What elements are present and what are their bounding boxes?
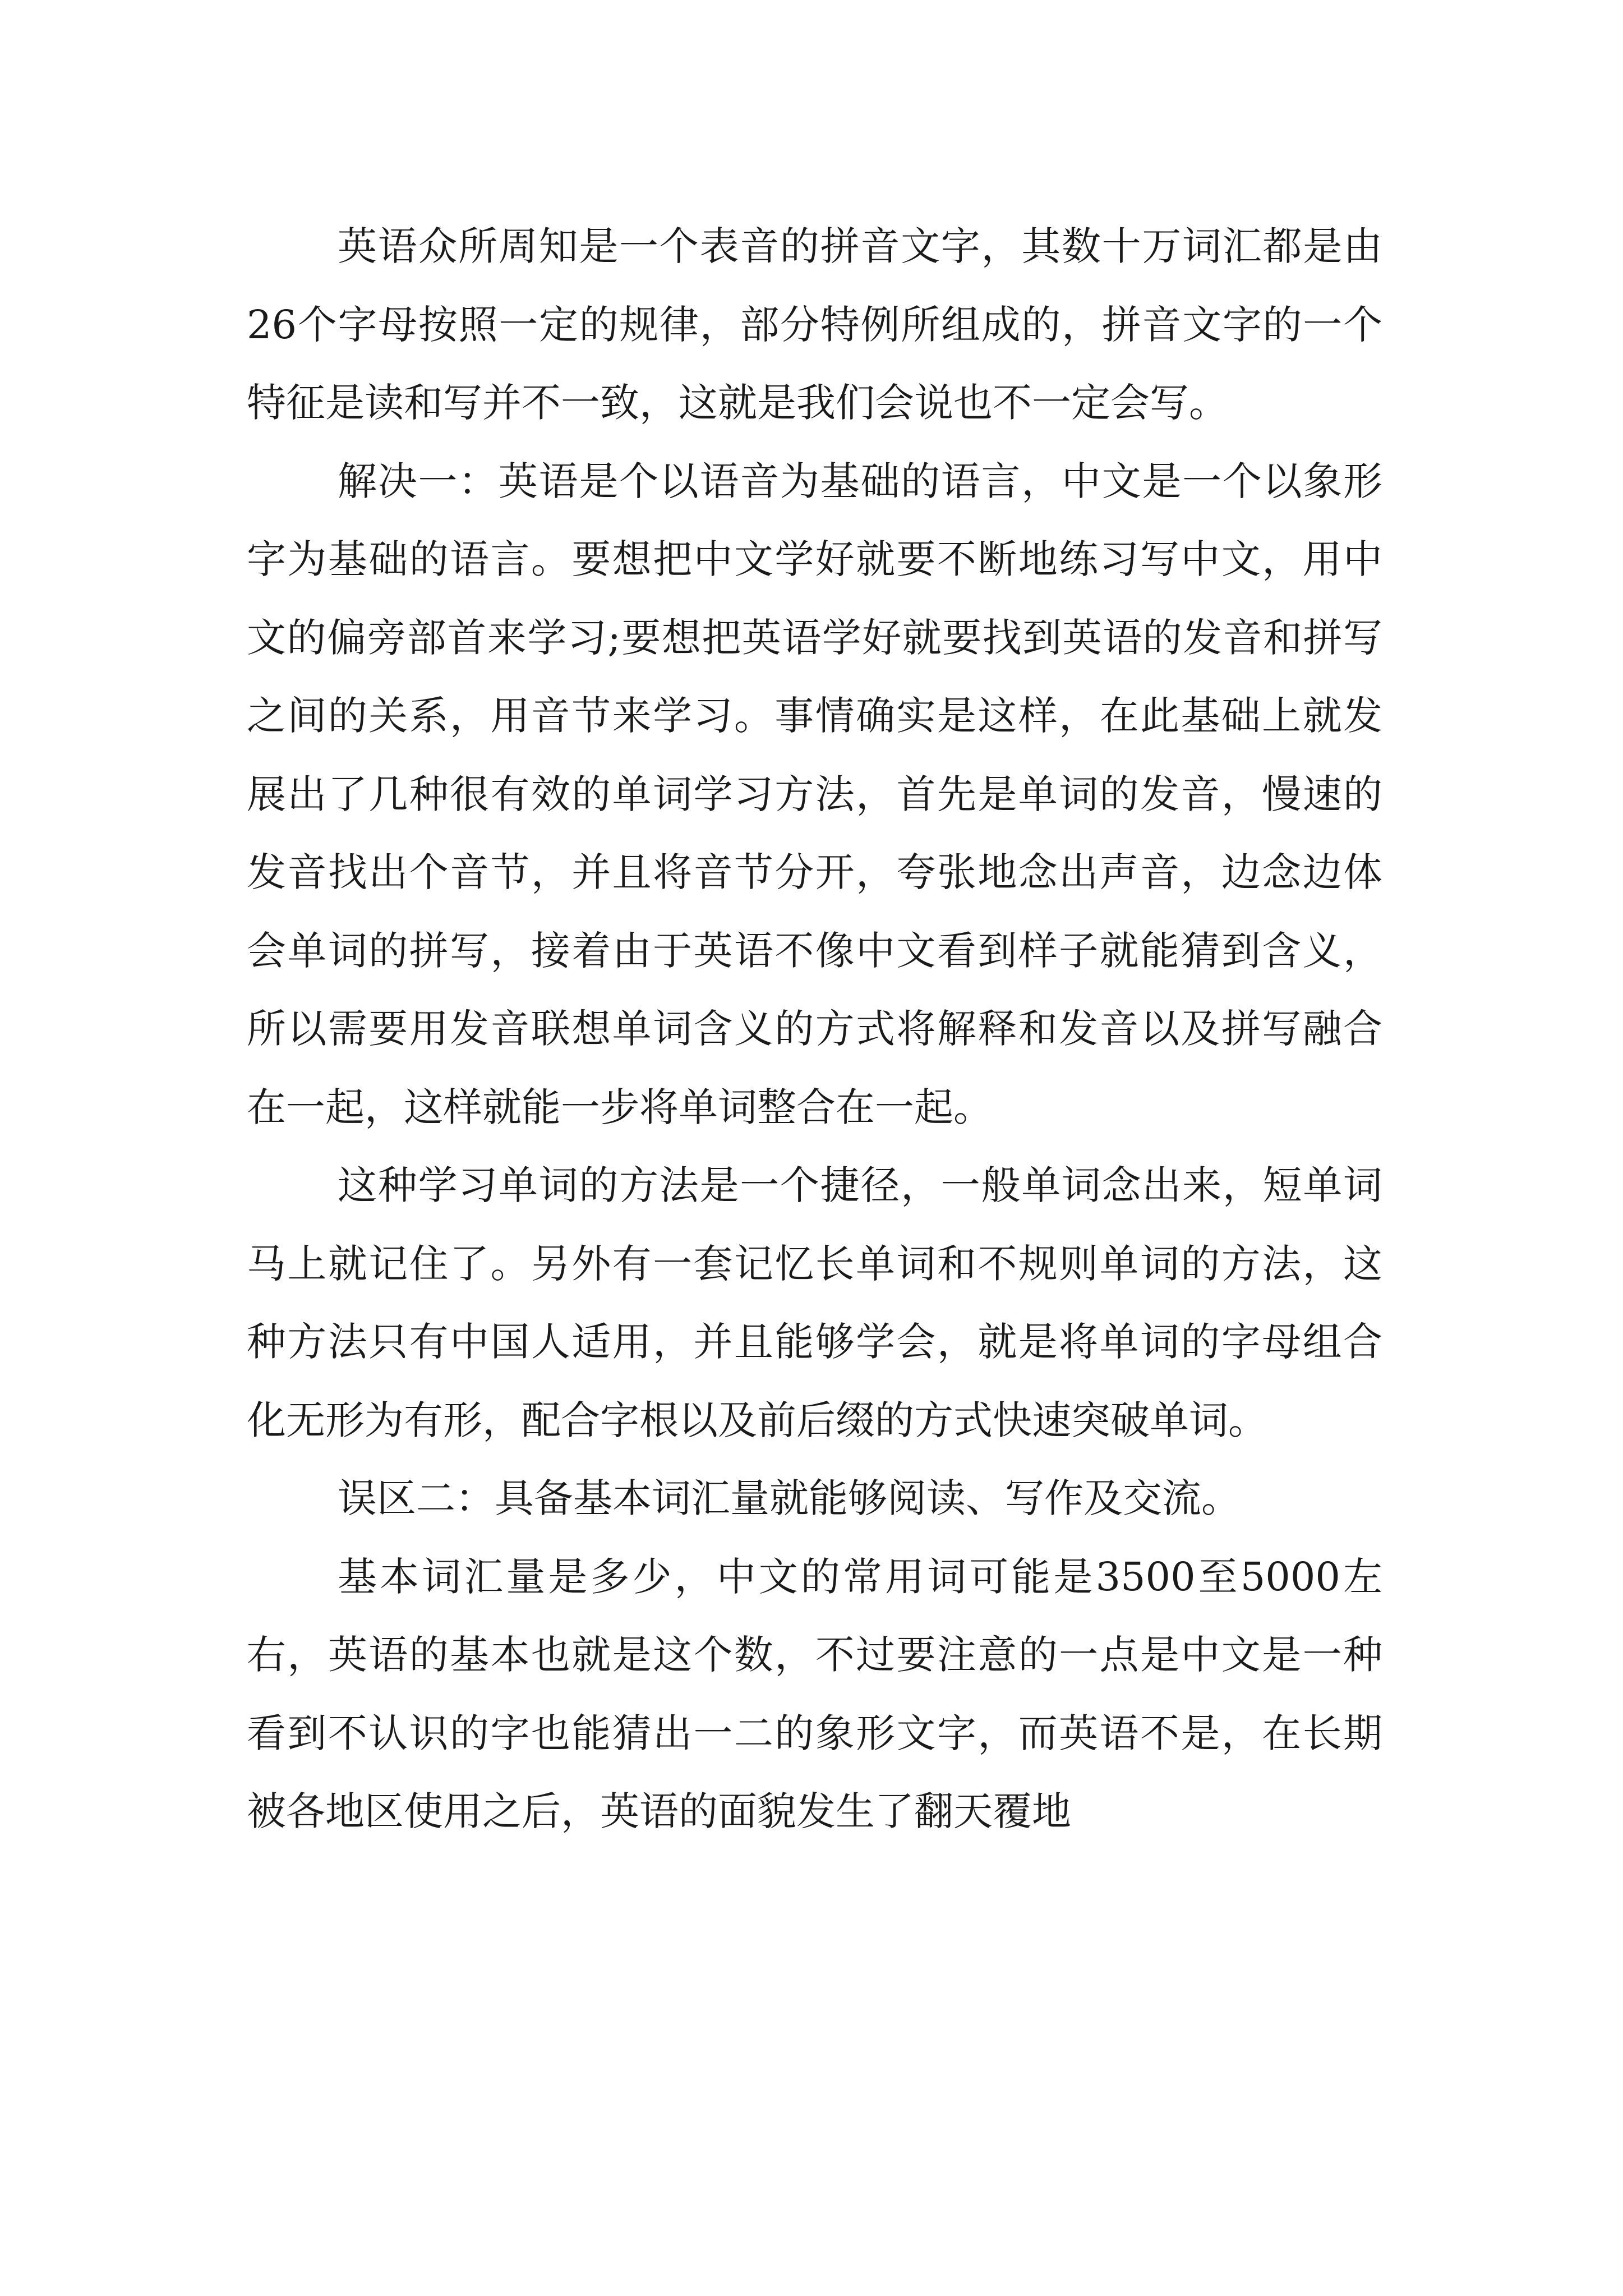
paragraph-5: 基本词汇量是多少，中文的常用词可能是3500至5000左右，英语的基本也就是这个数，不过要注意的一点是中文是一种看到不认识的字也能猜出一二的象形文字，而英语不是，在长期被各地区使用之后，英语的面貌发生了翻天覆地 [247,1553,1382,1834]
body-text [247,208,1382,1851]
paragraph-3: 这种学习单词的方法是一个捷径，一般单词念出来，短单词马上就记住了。另外有一套记忆长单词和不规则单词的方法，这种方法只有中国人适用，并且能够学会，就是将单词的字母组合化无形为有形，配合字根以及前后缀的方式快速突破单词。 [247,1162,1382,1443]
paragraph-4: 误区二：具备基本词汇量就能够阅读、写作及交流。 [338,1475,1241,1521]
paragraph-1: 英语众所周知是一个表音的拼音文字，其数十万词汇都是由26个字母按照一定的规律，部分特例所组成的，拼音文字的一个特征是读和写并不一致，这就是我们会说也不一定会写。 [247,223,1382,426]
paragraph-2: 解决一：英语是个以语音为基础的语言，中文是一个以象形字为基础的语言。要想把中文学好就要不断地练习写中文，用中文的偏旁部首来学习;要想把英语学好就要找到英语的发音和拼写之间的关系，用音节来学习。事情确实是这样，在此基础上就发展出了几种很有效的单词学习方法，首先是单词的发音，慢速的发音找出个音节，并且将音节分开，夸张地念出声音，边念边体会单词的拼写，接着由于英语不像中文看到样子就能猜到含义，所以需要用发音联想单词含义的方式将解释和发音以及拼写融合在一起，这样就能一步将单词整合在一起。 [247,458,1382,1130]
